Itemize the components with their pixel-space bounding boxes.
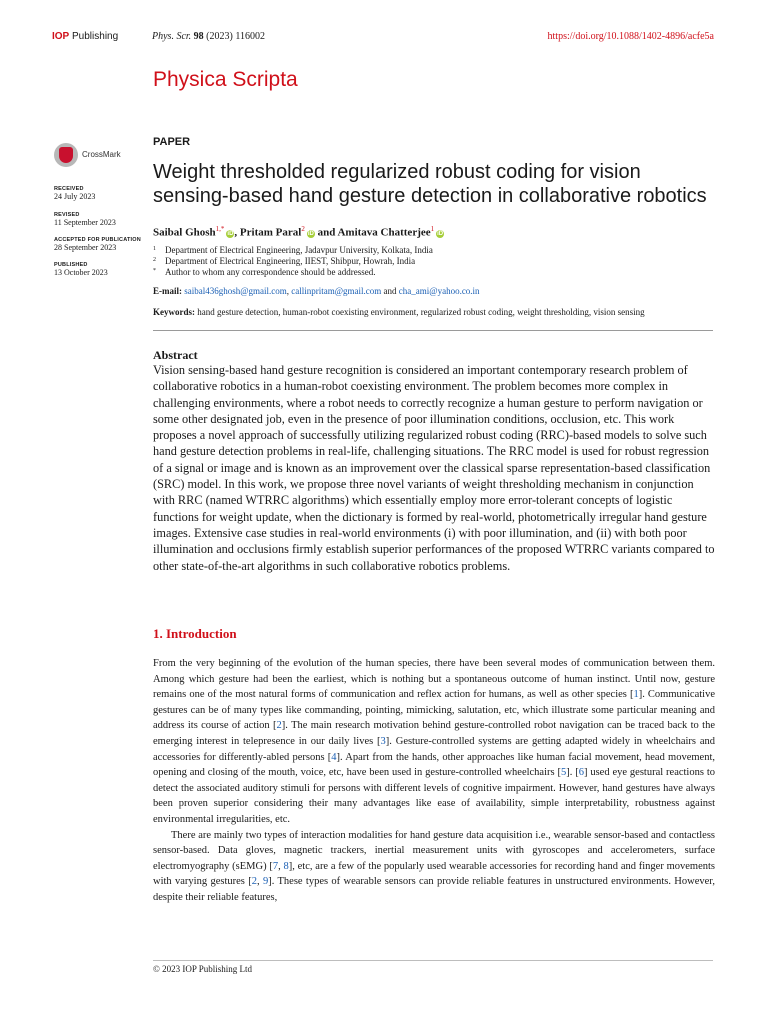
email-link[interactable]: saibal436ghosh@gmail.com [184, 286, 287, 296]
email-link[interactable]: cha_ami@yahoo.co.in [398, 286, 480, 296]
copyright-footer: © 2023 IOP Publishing Ltd [153, 964, 253, 974]
orcid-icon[interactable]: iD [437, 230, 444, 237]
author-list: Saibal Ghosh$^{1,*}$iD, Pritam Paral$^2$iD and Amitava Chatterjee$^1$iD [153, 225, 444, 239]
history-published: PUBLISHED 13 October 2023 [54, 262, 108, 277]
crossmark-button[interactable] [54, 143, 134, 169]
orcid-icon[interactable]: iD [227, 230, 234, 237]
doi-link[interactable]: https://doi.org/10.1088/1402-4896/acfe5a [547, 31, 714, 42]
citation-link[interactable]: 8 [283, 860, 289, 872]
paragraph: From the very beginning of the evolution of the human species, there have been several modes of communication between them. Among which gesture had been the earliest, which is nothing but a spontaneous outcome of human instinct. Until now, gesture remains one of the most natural forms of communication and reflex action for humans, as well as other species [1]. Communicative gestures can be of many types like commanding, pointing, mimicking, salutation, etc, which illustrate some particular meaning and address its course of action [2]. The main research motivation behind gesture-controlled robot navigation can be traced back to the emerging interest in telepresence in our daily lives [3]. Gesture-controlled systems are getting adapted widely in wheelchairs and accessories for differently-abled persons [4]. Apart from the hands, other approaches like human facial movement, head movement, opening and closing of the mouth, voice, etc, have been used in gesture-controlled wheelchairs [5]. [6] used eye gestural reactions to detect the associated auditory stimuli for persons with different levels of cognitive impairment. However, hand gestures have always been proven superior considering their many advantages like ease of availability, simple interpretability, robustness against environmental irregularities, etc. [153, 658, 715, 825]
citation-link[interactable]: 9 [262, 876, 269, 888]
introduction-body [153, 656, 715, 906]
citation: Phys. Scr. 98 (2023) 116002 [152, 31, 265, 42]
orcid-icon[interactable]: iD [307, 230, 314, 237]
footer-divider [153, 960, 713, 961]
paragraph: There are mainly two types of interaction modalities for hand gesture data acquisition i.e., wearable sensor-based and contactless sensor-based. Data gloves, magnetic trackers, inertial measurement units with gyroscopes and accelerometers, surface electromyography (sEMG) [7, 8], etc, are a few of the popularly used wearable accessories for recording hand and finger movements with varying gestures [2, 9]. These types of wearable sensors can provide reliable features in unstructured environments. However, despite their reliable features, [153, 829, 716, 903]
journal-title[interactable]: Physica Scripta [153, 68, 298, 91]
correspondence-note: * Author to whom any correspondence should be addressed. [153, 267, 376, 277]
citation-link[interactable]: 6 [578, 767, 584, 779]
citation-link[interactable]: 4 [331, 751, 337, 763]
citation-link[interactable]: 3 [380, 735, 386, 747]
iop-publishing-logo[interactable]: IOP Publishing [52, 31, 119, 42]
affiliation: 1 Department of Electrical Engineering, Jadavpur University, Kolkata, India [153, 245, 433, 255]
citation-link[interactable]: 2 [276, 720, 282, 732]
author-name[interactable]: Amitava Chatterjee [337, 226, 431, 239]
divider [153, 330, 713, 331]
abstract-heading: Abstract [153, 348, 198, 362]
email-link[interactable]: callinpritam@gmail.com [291, 286, 382, 296]
affiliation: 2 Department of Electrical Engineering, IIEST, Shibpur, Howrah, India [153, 256, 416, 266]
section-heading-introduction: 1. Introduction [153, 626, 237, 641]
citation-link[interactable]: 7 [272, 860, 279, 872]
email-line: E-mail: saibal436ghosh@gmail.com, callinpritam@gmail.com and cha_ami@yahoo.co.in [153, 286, 480, 296]
article-type-label: PAPER [153, 136, 191, 148]
abstract-text: Vision sensing-based hand gesture recognition is considered an important contemporary research problem of collaborative robotics in a human-robot coexisting environment. The problem becomes more complex in challenging environments, where a robot needs to correctly recognize a human gesture to perform navigation or some other designated job, even in the presence of poor illumination conditions, occlusion, etc. This work proposes a novel approach of successfully utilizing regularized robust coding (RRC)-based models to solve such hand gesture detection problems in real-life, challenging situations. The RRC model is used for robust regression of a signal or image and is known as an improvement over the classical sparse representation-based classification (SRC) model. In this work, we propose three novel variants of weight thresholding mechanism in conjunction with RRC (named WTRRC algorithms) which essentially employ more error-tolerant concepts of logistic functions for weight update, when the dictionary is formed by real-world, photometrically irregular hand gesture images. Extensive case studies in real-world environments (i) with poor illumination, and (ii) with both poor illumination and occlusions firmly establish superior performances of the proposed WTRRC variants compared to other state-of-the-art algorithms in such collaborative robotics problems. [153, 363, 715, 573]
citation-link[interactable]: 5 [560, 767, 567, 779]
author-name[interactable]: Saibal Ghosh [153, 226, 216, 239]
history-received: RECEIVED 24 July 2023 [54, 186, 96, 201]
history-accepted: ACCEPTED FOR PUBLICATION 28 September 2023 [54, 237, 141, 252]
running-header [52, 31, 714, 45]
crossmark-icon [54, 143, 78, 167]
crossmark-label: CrossMark [82, 150, 121, 159]
keywords-line: Keywords: hand gesture detection, human-robot coexisting environment, regularized robust coding, weight thresholding, vision sensing [153, 307, 645, 317]
citation-link[interactable]: 2 [251, 876, 257, 888]
affiliations [153, 245, 433, 278]
history-revised: REVISED 11 September 2023 [54, 212, 116, 227]
paper-title: Weight thresholded regularized robust coding for vision sensing-based hand gesture detection in collaborative robotics [153, 161, 707, 207]
author-name[interactable]: Pritam Paral [239, 226, 302, 239]
citation-link[interactable]: 1 [633, 689, 639, 701]
